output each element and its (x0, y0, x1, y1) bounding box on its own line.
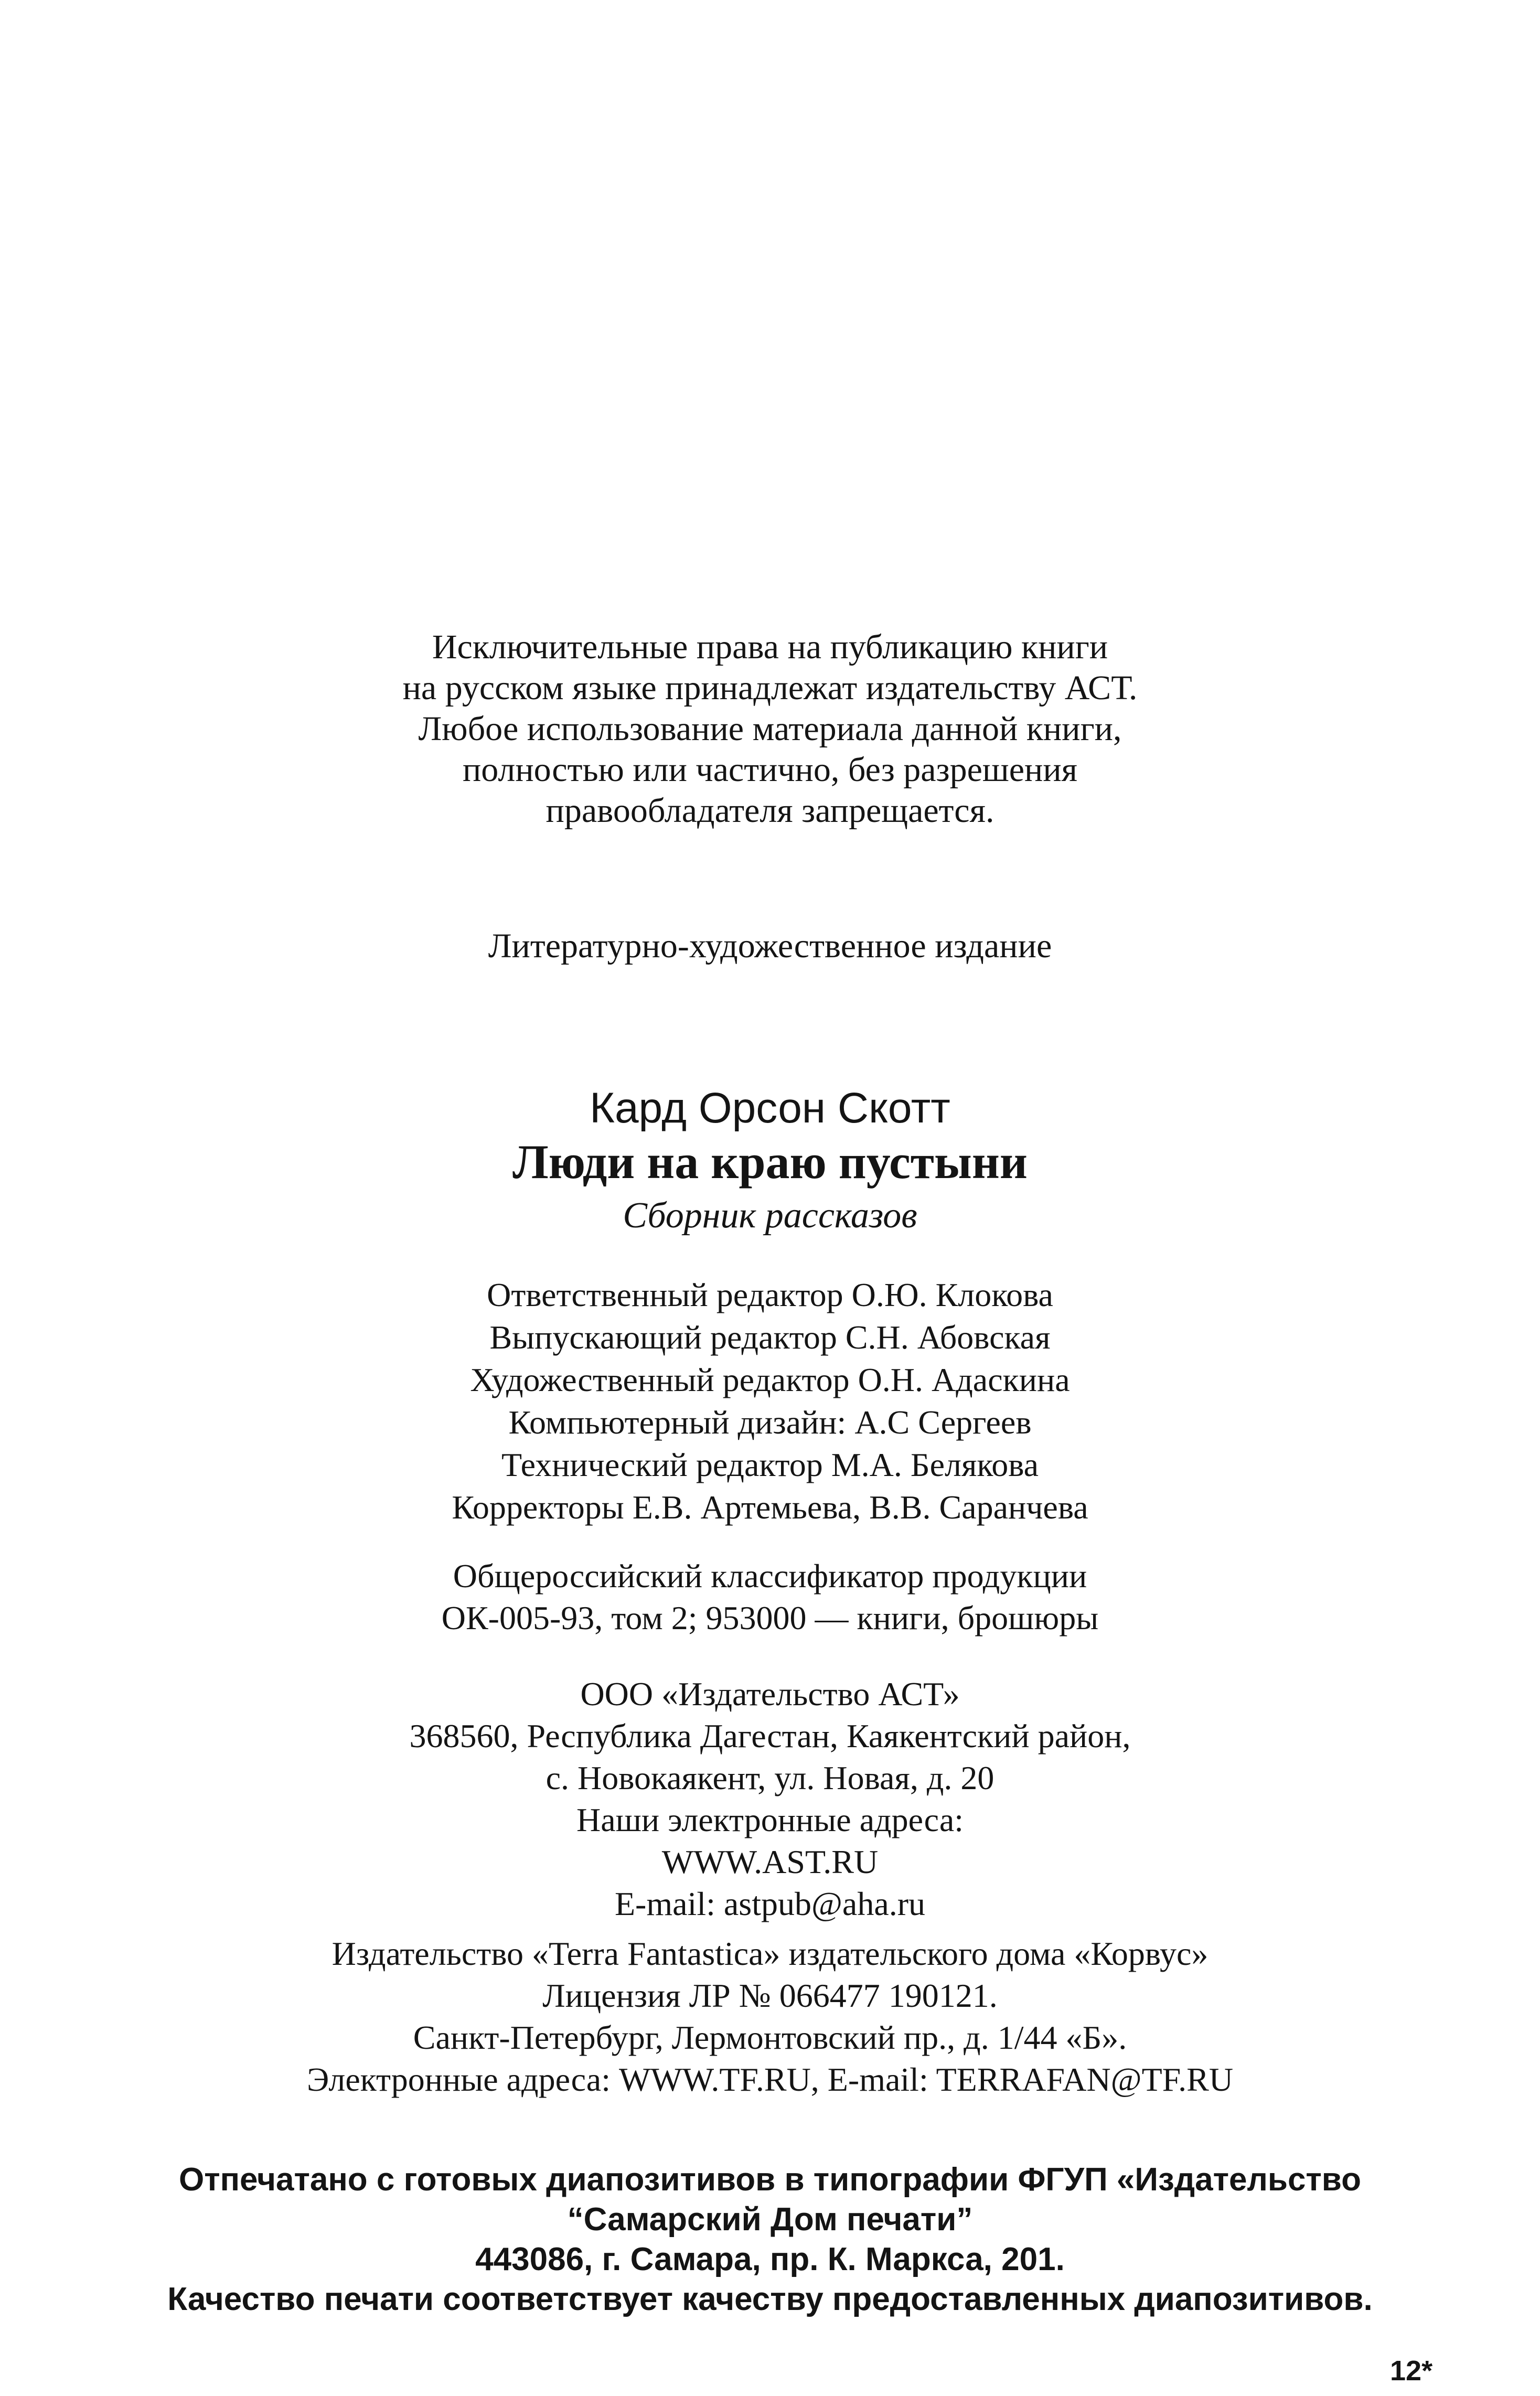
printer-line: Качество печати соответствует качеству предоставленных диапозитивов. (167, 2281, 1373, 2317)
rights-line: полностью или частично, без разрешения (462, 751, 1078, 789)
book-title (0, 1133, 1540, 1191)
staff-line: Художественный редактор О.Н. Адаскина (470, 1361, 1070, 1398)
publisher-line: ООО «Издательство АСТ» (580, 1675, 960, 1713)
publisher-line: WWW.AST.RU (661, 1843, 879, 1880)
staff-line: Выпускающий редактор С.Н. Абовская (489, 1319, 1051, 1356)
staff-line: Компьютерный дизайн: А.С Сергеев (508, 1404, 1032, 1441)
edition-type (0, 926, 1540, 967)
printer-line: “Самарский Дом печати” (567, 2201, 973, 2238)
staff-line: Технический редактор М.А. Белякова (501, 1446, 1039, 1483)
terra-fantastica-info (0, 1933, 1540, 2101)
printer-line: Отпечатано с готовых диапозитивов в типографии ФГУП «Издательство (179, 2162, 1361, 2198)
publisher-info (0, 1673, 1540, 1925)
staff-line: Корректоры Е.В. Артемьева, В.В. Саранчева (452, 1489, 1088, 1526)
author-label: Кард Орсон Скотт (590, 1084, 950, 1132)
terra-line: Лицензия ЛР № 066477 190121. (542, 1977, 998, 2014)
publisher-line: Наши электронные адреса: (576, 1801, 964, 1838)
publisher-line: с. Новокаякент, ул. Новая, д. 20 (546, 1759, 994, 1796)
staff-line: Ответственный редактор О.Ю. Клокова (487, 1276, 1053, 1313)
terra-line: Электронные адреса: WWW.TF.RU, E-mail: TERRAFAN@TF.RU (306, 2061, 1234, 2098)
rights-line: Исключительные права на публикацию книги (432, 628, 1108, 666)
signature-mark: 12* (1390, 2355, 1433, 2387)
classifier-line: Общероссийский классификатор продукции (453, 1557, 1087, 1595)
terra-line: Издательство «Terra Fantastica» издательского дома «Корвус» (331, 1935, 1209, 1972)
printer-info (0, 2160, 1540, 2319)
editorial-staff (0, 1274, 1540, 1528)
rights-line: на русском языке принадлежат издательству АСТ. (402, 669, 1138, 707)
publisher-line: 368560, Республика Дагестан, Каякентский район, (409, 1717, 1131, 1755)
terra-line: Санкт-Петербург, Лермонтовский пр., д. 1/44 «Б». (413, 2019, 1127, 2056)
printer-line: 443086, г. Самара, пр. К. Маркса, 201. (475, 2241, 1065, 2277)
author-name (0, 1083, 1540, 1133)
rights-line: правообладателя запрещается. (546, 791, 994, 830)
book-subtitle (0, 1193, 1540, 1238)
title-label: Люди на краю пустыни (512, 1135, 1028, 1189)
rights-line: Любое использование материала данной книги, (418, 710, 1122, 748)
publisher-line: E-mail: astpub@aha.ru (614, 1885, 926, 1922)
edition-type-label: Литературно-художественное издание (488, 927, 1052, 965)
classifier-line: ОК-005-93, том 2; 953000 — книги, брошюры (441, 1599, 1099, 1636)
subtitle-label: Сборник рассказов (623, 1195, 917, 1236)
product-classifier (0, 1555, 1540, 1639)
rights-notice (0, 627, 1540, 831)
